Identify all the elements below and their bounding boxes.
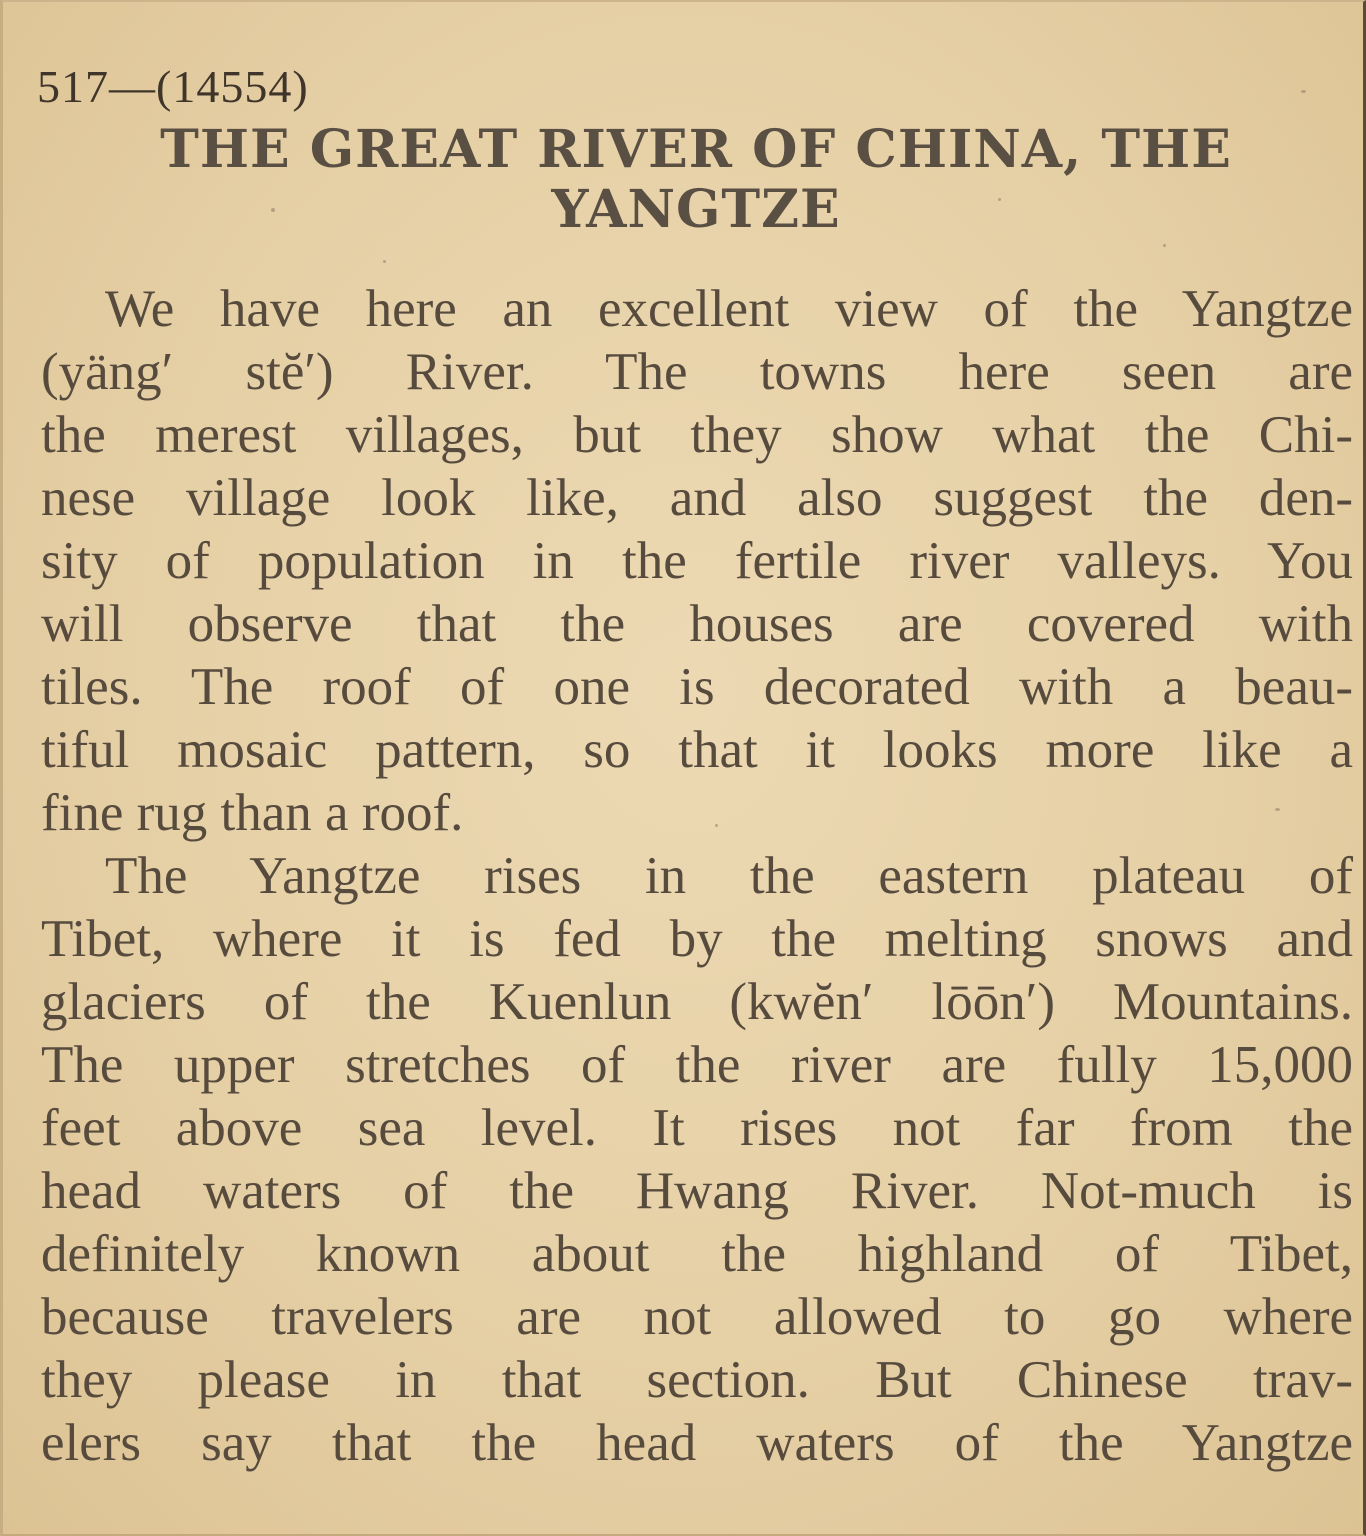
text-line: elers say that the head waters of the Yangtze	[41, 1414, 1353, 1472]
text-line: Tibet, where it is fed by the melting snows and	[41, 910, 1353, 968]
paper-speck	[383, 260, 386, 263]
paper-speck	[1163, 244, 1166, 247]
text-line: they please in that section. But Chinese trav-	[41, 1351, 1353, 1409]
paragraph-2	[41, 845, 1353, 1475]
text-line: feet above sea level. It rises not far from the	[41, 1099, 1353, 1157]
paper-speck	[1301, 90, 1306, 93]
catalog-number: 517—(14554)	[37, 61, 309, 112]
title-line: YANGTZE	[551, 179, 841, 240]
paragraph-1	[41, 278, 1353, 845]
text-line: will observe that the houses are covered with	[41, 595, 1353, 653]
text-line: the merest villages, but they show what the Chi-	[41, 406, 1353, 464]
text-line: definitely known about the highland of Tibet,	[41, 1225, 1353, 1283]
text-line: We have here an excellent view of the Yangtze	[105, 280, 1353, 338]
title-line: THE GREAT RIVER OF CHINA, THE	[160, 119, 1232, 180]
text-line: tiles. The roof of one is decorated with a beau-	[41, 658, 1353, 716]
text-line: nese village look like, and also suggest the den-	[41, 469, 1353, 527]
text-line: tiful mosaic pattern, so that it looks more like a	[41, 721, 1353, 779]
page-title	[43, 120, 1349, 240]
text-line: glaciers of the Kuenlun (kwĕn′ lōōn′) Mountains.	[41, 973, 1353, 1031]
text-line: The Yangtze rises in the eastern plateau of	[105, 847, 1353, 905]
body-text	[41, 278, 1353, 1475]
text-line: fine rug than a roof.	[41, 784, 464, 842]
text-line: because travelers are not allowed to go where	[41, 1288, 1353, 1346]
text-line: The upper stretches of the river are fully 15,000	[41, 1036, 1353, 1094]
text-line: sity of population in the fertile river valleys. You	[41, 532, 1353, 590]
text-line: (yäng′ stĕ′) River. The towns here seen are	[41, 343, 1353, 401]
text-line: head waters of the Hwang River. Not-much is	[41, 1162, 1353, 1220]
